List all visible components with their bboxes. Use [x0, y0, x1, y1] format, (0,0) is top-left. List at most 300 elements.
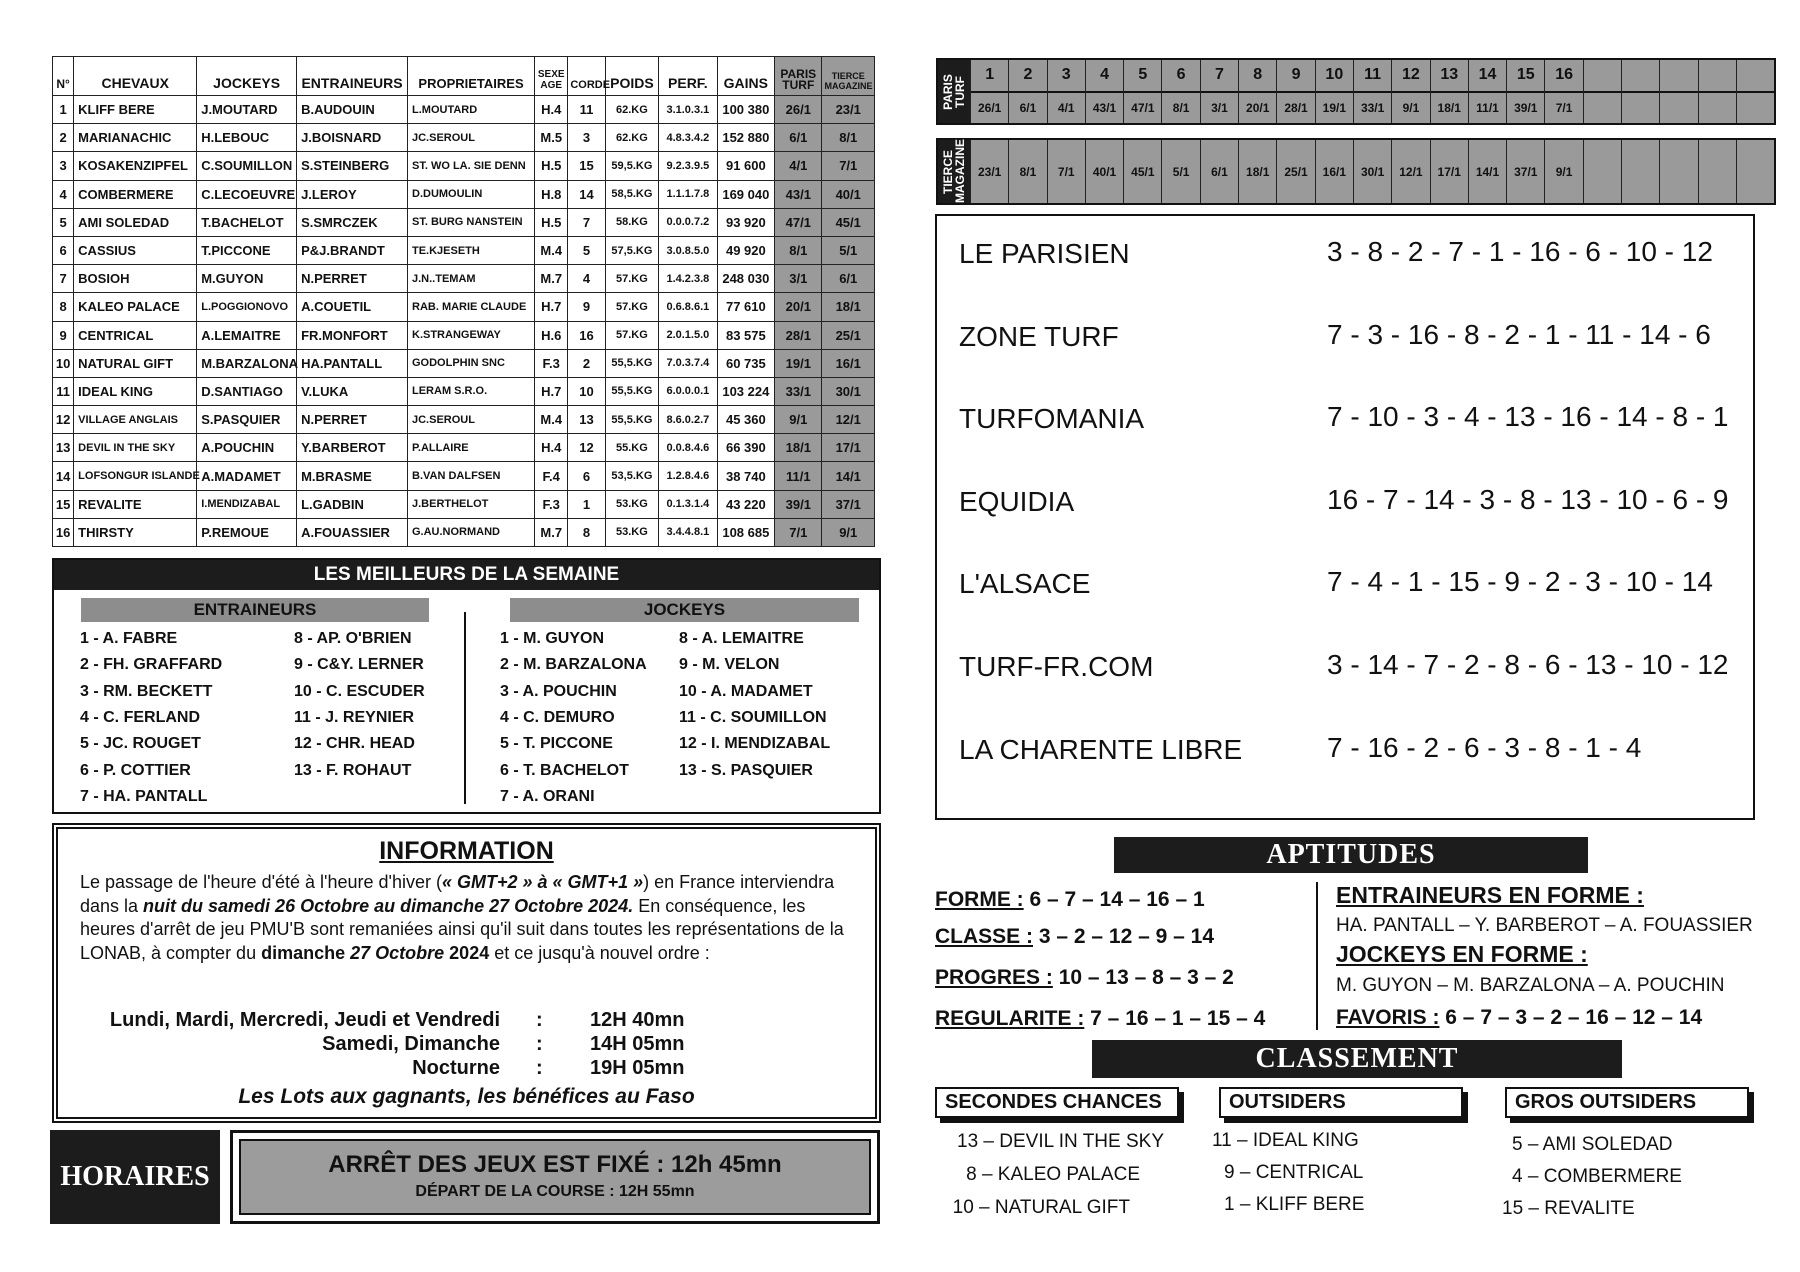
cell-poids: 59,5.KG	[605, 152, 658, 180]
cell-jockey: A.POUCHIN	[197, 434, 297, 462]
best-trainers-header: ENTRAINEURS	[81, 598, 429, 622]
prediction-source: EQUIDIA	[959, 486, 1075, 517]
tierce-magazine-column	[1315, 140, 1353, 203]
cell-poids: 55,5.KG	[605, 377, 658, 405]
cell-owner: D.DUMOULIN	[408, 180, 535, 208]
cell-perf: 0.6.8.6.1	[659, 293, 717, 321]
tierce-magazine-odds	[1737, 140, 1774, 203]
horse-number	[1584, 60, 1621, 93]
cell-paris-turf: 28/1	[775, 321, 822, 349]
cell-corde: 2	[568, 349, 605, 377]
schedule-sep: :	[536, 1033, 543, 1055]
closing-time-box	[230, 1130, 880, 1224]
horse-number	[1622, 60, 1659, 93]
cell-num: 16	[53, 518, 74, 546]
cell-sex-age: H.4	[535, 96, 568, 124]
tierce-magazine-column	[1085, 140, 1123, 203]
horse-number: 14	[1469, 60, 1506, 93]
horse-number	[1737, 60, 1774, 93]
secondes-chances-item: 8 – KALEO PALACE	[966, 1164, 1140, 1185]
tierce-magazine-odds	[1699, 140, 1736, 203]
cell-num: 13	[53, 434, 74, 462]
classe-values: 3 – 2 – 12 – 9 – 14	[1033, 925, 1214, 948]
cell-trainer: HA.PANTALL	[297, 349, 408, 377]
cell-corde: 7	[568, 208, 605, 236]
paris-turf-column	[1659, 60, 1697, 123]
cell-poids: 53.KG	[605, 490, 658, 518]
cell-horse: CASSIUS	[74, 236, 197, 264]
prediction-source: ZONE TURF	[959, 321, 1119, 352]
cell-perf: 0.0.0.7.2	[659, 208, 717, 236]
paris-turf-column	[1698, 60, 1736, 123]
tierce-magazine-column	[1123, 140, 1161, 203]
horse-number: 9	[1277, 60, 1314, 93]
cell-corde: 13	[568, 406, 605, 434]
paris-turf-odds: 4/1	[1048, 93, 1085, 124]
cell-num: 14	[53, 462, 74, 490]
runners-table	[52, 56, 875, 547]
tierce-magazine-column	[1430, 140, 1468, 203]
best-jockey-item: 11 - C. SOUMILLON	[679, 708, 827, 726]
cell-num: 4	[53, 180, 74, 208]
cell-num: 11	[53, 377, 74, 405]
cell-gains: 152 880	[717, 124, 774, 152]
cell-num: 15	[53, 490, 74, 518]
cell-trainer: L.GADBIN	[297, 490, 408, 518]
paris-turf-odds	[1660, 93, 1697, 124]
regularite-values: 7 – 16 – 1 – 15 – 4	[1084, 1007, 1266, 1030]
info-text-part: En conséquence, les heures d'arrêt de jeu PMU'B sont remaniées ainsi qu'il suit dans toutes les représentations de la LONAB, à compter du	[80, 895, 844, 963]
cell-corde: 3	[568, 124, 605, 152]
paris-turf-odds: 18/1	[1431, 93, 1468, 124]
horse-number: 16	[1545, 60, 1582, 93]
cell-perf: 6.0.0.0.1	[659, 377, 717, 405]
cell-horse: AMI SOLEDAD	[74, 208, 197, 236]
cell-tierce-magazine: 37/1	[822, 490, 875, 518]
cell-trainer: FR.MONFORT	[297, 321, 408, 349]
cell-poids: 58,5.KG	[605, 180, 658, 208]
cell-perf: 3.0.8.5.0	[659, 236, 717, 264]
tierce-magazine-odds: 45/1	[1124, 140, 1161, 203]
cell-gains: 45 360	[717, 406, 774, 434]
cell-gains: 93 920	[717, 208, 774, 236]
cell-owner: ST. BURG NANSTEIN	[408, 208, 535, 236]
tierce-magazine-odds: 14/1	[1469, 140, 1506, 203]
cell-owner: J.BERTHELOT	[408, 490, 535, 518]
cell-sex-age: H.7	[535, 293, 568, 321]
trainers-in-form: HA. PANTALL – Y. BARBEROT – A. FOUASSIER	[1336, 915, 1753, 936]
paris-turf-odds: 7/1	[1545, 93, 1582, 124]
best-jockey-item: 7 - A. ORANI	[500, 787, 595, 805]
paris-turf-columns	[970, 60, 1774, 123]
cell-sex-age: F.4	[535, 462, 568, 490]
cell-poids: 55.KG	[605, 434, 658, 462]
tierce-magazine-column	[1736, 140, 1774, 203]
table-row	[53, 490, 875, 518]
tierce-magazine-column	[1047, 140, 1085, 203]
cell-gains: 77 610	[717, 293, 774, 321]
cell-poids: 57.KG	[605, 265, 658, 293]
table-row	[53, 236, 875, 264]
cell-tierce-magazine: 7/1	[822, 152, 875, 180]
cell-trainer: A.COUETIL	[297, 293, 408, 321]
classement-title: CLASSEMENT	[1092, 1040, 1622, 1078]
col-header-gains: GAINS	[717, 57, 774, 96]
cell-horse: LOFSONGUR ISLANDE	[74, 462, 197, 490]
prediction-picks: 7 - 4 - 1 - 15 - 9 - 2 - 3 - 10 - 14	[1327, 566, 1713, 597]
tierce-magazine-odds: 25/1	[1277, 140, 1314, 203]
cell-gains: 60 735	[717, 349, 774, 377]
tierce-magazine-column	[1621, 140, 1659, 203]
cell-sex-age: F.3	[535, 349, 568, 377]
cell-perf: 8.6.0.2.7	[659, 406, 717, 434]
paris-turf-odds: 9/1	[1392, 93, 1429, 124]
cell-perf: 3.1.0.3.1	[659, 96, 717, 124]
cell-paris-turf: 19/1	[775, 349, 822, 377]
horse-number: 6	[1162, 60, 1199, 93]
horse-number: 3	[1048, 60, 1085, 93]
horse-number: 13	[1431, 60, 1468, 93]
cell-corde: 15	[568, 152, 605, 180]
cell-horse: DEVIL IN THE SKY	[74, 434, 197, 462]
prediction-source: TURF-FR.COM	[959, 651, 1154, 682]
classe-label: CLASSE :	[935, 925, 1034, 948]
cell-jockey: L.POGGIONOVO	[197, 293, 297, 321]
cell-paris-turf: 33/1	[775, 377, 822, 405]
paris-turf-odds: 39/1	[1507, 93, 1544, 124]
schedule-sep: :	[536, 1009, 543, 1031]
cell-gains: 83 575	[717, 321, 774, 349]
trainers-in-form-title: ENTRAINEURS EN FORME :	[1336, 882, 1644, 908]
tierce-magazine-column	[1276, 140, 1314, 203]
table-row	[53, 96, 875, 124]
tierce-magazine-side-label	[938, 140, 970, 203]
best-trainer-item: 12 - CHR. HEAD	[294, 735, 415, 753]
table-row	[53, 434, 875, 462]
cell-poids: 53,5.KG	[605, 462, 658, 490]
tierce-magazine-column	[1698, 140, 1736, 203]
cell-poids: 57.KG	[605, 321, 658, 349]
cell-perf: 7.0.3.7.4	[659, 349, 717, 377]
forme-line	[935, 888, 1205, 912]
col-header-horse: CHEVAUX	[74, 57, 197, 96]
cell-sex-age: M.5	[535, 124, 568, 152]
cell-trainer: Y.BARBEROT	[297, 434, 408, 462]
cell-owner: RAB. MARIE CLAUDE	[408, 293, 535, 321]
gros-outsiders-item: 4 – COMBERMERE	[1512, 1166, 1682, 1187]
cell-corde: 16	[568, 321, 605, 349]
jockeys-in-form: M. GUYON – M. BARZALONA – A. POUCHIN	[1336, 975, 1725, 996]
best-jockey-item: 3 - A. POUCHIN	[500, 682, 617, 700]
information-text	[80, 871, 860, 965]
tierce-magazine-odds: 30/1	[1354, 140, 1391, 203]
cell-tierce-magazine: 25/1	[822, 321, 875, 349]
paris-turf-odds: 47/1	[1124, 93, 1161, 124]
prediction-picks: 7 - 10 - 3 - 4 - 13 - 16 - 14 - 8 - 1	[1327, 401, 1729, 432]
closing-time: ARRÊT DES JEUX EST FIXÉ : 12h 45mn	[328, 1151, 782, 1178]
paris-turf-odds: 26/1	[971, 93, 1008, 124]
paris-turf-column	[1200, 60, 1238, 123]
prediction-picks: 7 - 16 - 2 - 6 - 3 - 8 - 1 - 4	[1327, 732, 1642, 763]
cell-jockey: J.MOUTARD	[197, 96, 297, 124]
best-trainer-item: 2 - FH. GRAFFARD	[80, 656, 223, 674]
cell-tierce-magazine: 18/1	[822, 293, 875, 321]
tierce-magazine-odds: 37/1	[1507, 140, 1544, 203]
col-header-jockey: JOCKEYS	[197, 57, 297, 96]
aptitudes-divider	[1316, 882, 1318, 1030]
cell-num: 9	[53, 321, 74, 349]
cell-gains: 49 920	[717, 236, 774, 264]
tierce-magazine-column	[1353, 140, 1391, 203]
best-jockey-item: 12 - I. MENDIZABAL	[679, 735, 831, 753]
cell-owner: JC.SEROUL	[408, 406, 535, 434]
cell-horse: MARIANACHIC	[74, 124, 197, 152]
tierce-magazine-odds: 16/1	[1316, 140, 1353, 203]
table-row	[53, 377, 875, 405]
prediction-source: L'ALSACE	[959, 568, 1091, 599]
cell-num: 2	[53, 124, 74, 152]
cell-corde: 12	[568, 434, 605, 462]
table-row	[53, 293, 875, 321]
cell-jockey: A.LEMAITRE	[197, 321, 297, 349]
table-row	[53, 462, 875, 490]
horaires-label: HORAIRES	[50, 1130, 220, 1224]
cell-sex-age: M.7	[535, 518, 568, 546]
paris-turf-odds: 11/1	[1469, 93, 1506, 124]
cell-perf: 2.0.1.5.0	[659, 321, 717, 349]
tierce-magazine-odds: 7/1	[1048, 140, 1085, 203]
prediction-source: TURFOMANIA	[959, 403, 1145, 434]
schedule-time: 14H 05mn	[590, 1033, 685, 1055]
cell-gains: 38 740	[717, 462, 774, 490]
cell-jockey: P.REMOUE	[197, 518, 297, 546]
cell-poids: 57,5.KG	[605, 236, 658, 264]
best-trainer-item: 6 - P. COTTIER	[80, 761, 191, 779]
cell-gains: 108 685	[717, 518, 774, 546]
cell-horse: COMBERMERE	[74, 180, 197, 208]
cell-num: 6	[53, 236, 74, 264]
best-of-week-panel	[52, 558, 881, 814]
prediction-picks: 3 - 8 - 2 - 7 - 1 - 16 - 6 - 10 - 12	[1327, 236, 1713, 267]
paris-turf-column	[1276, 60, 1314, 123]
horse-number	[1660, 60, 1697, 93]
cell-paris-turf: 20/1	[775, 293, 822, 321]
cell-horse: KLIFF BERE	[74, 96, 197, 124]
cell-perf: 9.2.3.9.5	[659, 152, 717, 180]
cell-owner: GODOLPHIN SNC	[408, 349, 535, 377]
tierce-magazine-odds: 5/1	[1162, 140, 1199, 203]
tierce-magazine-column	[1391, 140, 1429, 203]
paris-turf-column	[1238, 60, 1276, 123]
tierce-magazine-column	[1583, 140, 1621, 203]
col-header-num: N°	[53, 57, 74, 96]
tierce-magazine-column	[1008, 140, 1046, 203]
table-row	[53, 406, 875, 434]
best-trainer-item: 11 - J. REYNIER	[294, 708, 415, 726]
information-footer: Les Lots aux gagnants, les bénéfices au Faso	[238, 1085, 695, 1108]
cell-gains: 169 040	[717, 180, 774, 208]
tierce-magazine-odds: 23/1	[971, 140, 1008, 203]
cell-owner: G.AU.NORMAND	[408, 518, 535, 546]
cell-owner: LERAM S.R.O.	[408, 377, 535, 405]
tierce-magazine-label: TIERCE MAGAZINE	[941, 138, 967, 203]
paris-turf-odds: 28/1	[1277, 93, 1314, 124]
cell-horse: KOSAKENZIPFEL	[74, 152, 197, 180]
cell-sex-age: H.5	[535, 152, 568, 180]
secondes-chances-item: 13 – DEVIL IN THE SKY	[957, 1131, 1164, 1152]
best-trainer-item: 9 - C&Y. LERNER	[294, 656, 424, 674]
paris-turf-column	[1468, 60, 1506, 123]
cell-trainer: M.BRASME	[297, 462, 408, 490]
paris-turf-odds	[1699, 93, 1736, 124]
schedule-sep: :	[536, 1057, 543, 1079]
table-row	[53, 321, 875, 349]
cell-tierce-magazine: 12/1	[822, 406, 875, 434]
col-header-perf: PERF.	[659, 57, 717, 96]
cell-horse: VILLAGE ANGLAIS	[74, 406, 197, 434]
cell-horse: THIRSTY	[74, 518, 197, 546]
info-text-em: nuit du samedi 26 Octobre au dimanche 27 Octobre 2024.	[143, 895, 634, 916]
cell-paris-turf: 39/1	[775, 490, 822, 518]
cell-sex-age: H.4	[535, 434, 568, 462]
cell-poids: 55,5.KG	[605, 406, 658, 434]
horse-number: 5	[1124, 60, 1161, 93]
cell-jockey: T.BACHELOT	[197, 208, 297, 236]
horse-number: 10	[1316, 60, 1353, 93]
schedule-days: Lundi, Mardi, Mercredi, Jeudi et Vendredi	[109, 1009, 500, 1031]
paris-turf-column	[1430, 60, 1468, 123]
col-header-tierce-magazine: TIERCE MAGAZINE	[822, 57, 875, 96]
paris-turf-odds: 43/1	[1086, 93, 1123, 124]
cell-perf: 1.1.1.7.8	[659, 180, 717, 208]
paris-turf-column	[1161, 60, 1199, 123]
press-predictions-panel	[935, 214, 1755, 820]
col-header-trainer: ENTRAINEURS	[297, 57, 408, 96]
information-title: INFORMATION	[379, 837, 554, 865]
table-row	[53, 208, 875, 236]
cell-trainer: N.PERRET	[297, 406, 408, 434]
best-divider	[464, 612, 466, 804]
tierce-magazine-odds: 6/1	[1201, 140, 1238, 203]
cell-sex-age: H.7	[535, 377, 568, 405]
cell-perf: 1.2.8.4.6	[659, 462, 717, 490]
paris-turf-column	[1315, 60, 1353, 123]
cell-corde: 8	[568, 518, 605, 546]
best-of-week-title: LES MEILLEURS DE LA SEMAINE	[54, 560, 879, 590]
info-text-part: Le passage de l'heure d'été à l'heure d'hiver (	[80, 872, 442, 892]
col-header-owner: PROPRIETAIRES	[408, 57, 535, 96]
cell-poids: 62.KG	[605, 124, 658, 152]
cell-gains: 66 390	[717, 434, 774, 462]
paris-turf-column	[1621, 60, 1659, 123]
cell-jockey: A.MADAMET	[197, 462, 297, 490]
cell-gains: 103 224	[717, 377, 774, 405]
cell-num: 8	[53, 293, 74, 321]
cell-horse: CENTRICAL	[74, 321, 197, 349]
tierce-magazine-odds: 18/1	[1239, 140, 1276, 203]
horse-number: 1	[971, 60, 1008, 93]
paris-turf-odds: 8/1	[1162, 93, 1199, 124]
cell-sex-age: H.6	[535, 321, 568, 349]
paris-turf-column	[1353, 60, 1391, 123]
cell-num: 1	[53, 96, 74, 124]
info-text-bold: dimanche	[261, 942, 351, 963]
cell-trainer: A.FOUASSIER	[297, 518, 408, 546]
cell-jockey: C.SOUMILLON	[197, 152, 297, 180]
info-text-part: ) en France interviendra dans la	[80, 872, 835, 916]
cell-owner: K.STRANGEWAY	[408, 321, 535, 349]
paris-turf-column	[1736, 60, 1774, 123]
schedule-time: 19H 05mn	[590, 1057, 685, 1079]
best-jockey-item: 2 - M. BARZALONA	[500, 656, 647, 674]
cell-corde: 10	[568, 377, 605, 405]
horse-number: 7	[1201, 60, 1238, 93]
information-panel	[52, 823, 881, 1123]
cell-owner: TE.KJESETH	[408, 236, 535, 264]
cell-trainer: N.PERRET	[297, 265, 408, 293]
cell-num: 5	[53, 208, 74, 236]
cell-tierce-magazine: 5/1	[822, 236, 875, 264]
cell-sex-age: M.4	[535, 406, 568, 434]
forme-values: 6 – 7 – 14 – 16 – 1	[1023, 888, 1205, 911]
info-text-part: et ce jusqu'à nouvel ordre :	[489, 942, 710, 963]
cell-poids: 57.KG	[605, 293, 658, 321]
cell-perf: 1.4.2.3.8	[659, 265, 717, 293]
cell-sex-age: H.8	[535, 180, 568, 208]
tierce-magazine-column	[1238, 140, 1276, 203]
outsiders-item: 11 – IDEAL KING	[1212, 1130, 1359, 1151]
paris-turf-column	[1506, 60, 1544, 123]
cell-jockey: I.MENDIZABAL	[197, 490, 297, 518]
paris-turf-column	[1544, 60, 1582, 123]
cell-horse: KALEO PALACE	[74, 293, 197, 321]
regularite-label: REGULARITE :	[935, 1007, 1085, 1030]
cell-jockey: H.LEBOUC	[197, 124, 297, 152]
tierce-magazine-odds: 8/1	[1009, 140, 1046, 203]
cell-paris-turf: 47/1	[775, 208, 822, 236]
favoris-values: 6 – 7 – 3 – 2 – 16 – 12 – 14	[1439, 1006, 1703, 1029]
cell-corde: 4	[568, 265, 605, 293]
table-row	[53, 518, 875, 546]
best-jockeys-header: JOCKEYS	[510, 598, 859, 622]
paris-turf-odds	[1622, 93, 1659, 124]
best-trainer-item: 10 - C. ESCUDER	[294, 682, 425, 700]
col-header-poids: POIDS	[605, 57, 658, 96]
cell-paris-turf: 6/1	[775, 124, 822, 152]
prediction-source: LA CHARENTE LIBRE	[959, 734, 1243, 765]
cell-horse: NATURAL GIFT	[74, 349, 197, 377]
cell-tierce-magazine: 16/1	[822, 349, 875, 377]
outsiders-item: 9 – CENTRICAL	[1224, 1162, 1364, 1183]
favoris-label: FAVORIS :	[1336, 1006, 1440, 1029]
cell-tierce-magazine: 17/1	[822, 434, 875, 462]
cell-trainer: S.SMRCZEK	[297, 208, 408, 236]
paris-turf-odds: 19/1	[1316, 93, 1353, 124]
jockeys-in-form-title: JOCKEYS EN FORME :	[1336, 941, 1588, 967]
cell-tierce-magazine: 23/1	[822, 96, 875, 124]
gros-outsiders-header: GROS OUTSIDERS	[1505, 1087, 1749, 1118]
paris-turf-odds: 3/1	[1201, 93, 1238, 124]
cell-paris-turf: 18/1	[775, 434, 822, 462]
paris-turf-column	[1008, 60, 1046, 123]
cell-gains: 91 600	[717, 152, 774, 180]
paris-turf-column	[1583, 60, 1621, 123]
cell-sex-age: M.4	[535, 236, 568, 264]
horse-number	[1699, 60, 1736, 93]
tierce-magazine-column	[1468, 140, 1506, 203]
paris-turf-odds	[1584, 93, 1621, 124]
schedule-days: Samedi, Dimanche	[322, 1033, 500, 1055]
